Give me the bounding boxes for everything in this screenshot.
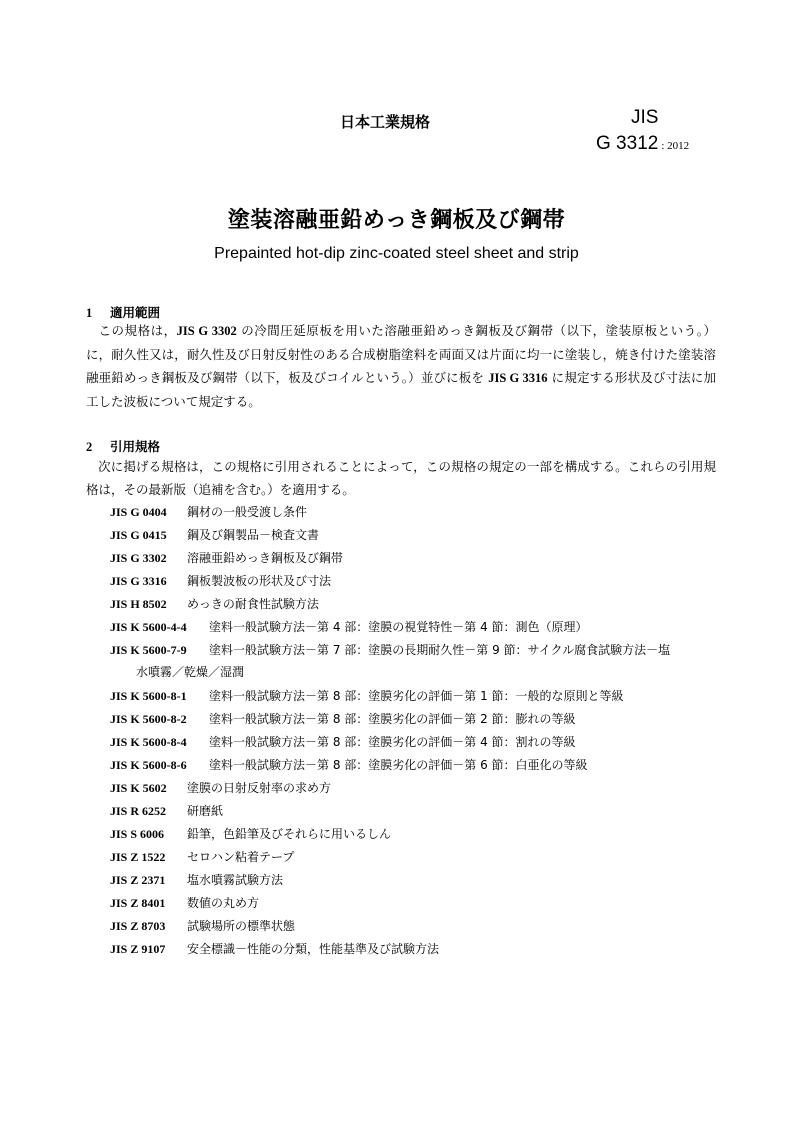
reference-code: JIS Z 2371 <box>110 873 166 887</box>
section-1-paragraph <box>86 319 716 413</box>
section-2-paragraph <box>86 455 716 501</box>
paragraph-text: 次に掲げる規格は，この規格に引用されることによって，この規格の規定の一部を構成する。これらの引用規格は，その最新版（追補を含む。）を適用する。 <box>86 459 716 497</box>
reference-item <box>110 780 331 796</box>
reference-title: 塗料一般試験方法－第 8 部：塗膜劣化の評価－第 6 節：白亜化の等級 <box>209 758 588 772</box>
reference-item <box>110 872 283 888</box>
reference-item <box>110 527 319 543</box>
reference-title: セロハン粘着テープ <box>187 850 295 864</box>
reference-item <box>110 596 319 612</box>
reference-item <box>110 734 576 750</box>
reference-title: 溶融亜鉛めっき鋼板及び鋼帯 <box>187 551 343 565</box>
reference-code: JIS H 8502 <box>110 597 167 611</box>
reference-item <box>110 688 624 704</box>
reference-title: 鉛筆，色鉛筆及びそれらに用いるしん <box>187 827 392 841</box>
reference-item <box>110 573 331 589</box>
reference-item <box>110 550 343 566</box>
reference-title: 塗膜の日射反射率の求め方 <box>187 781 332 795</box>
reference-item <box>110 849 294 865</box>
section-title: 適用範囲 <box>110 305 161 320</box>
reference-item <box>110 619 588 635</box>
reference-item <box>110 826 391 842</box>
reference-title: 塗料一般試験方法－第 8 部：塗膜劣化の評価－第 2 節：膨れの等級 <box>209 712 576 726</box>
standard-org-label: 日本工業規格 <box>340 113 431 131</box>
standard-year: : 2012 <box>661 140 690 152</box>
reference-code: JIS K 5600-8-1 <box>110 689 187 703</box>
reference-title: めっきの耐食性試験方法 <box>187 597 319 611</box>
reference-title: 研磨紙 <box>187 804 224 818</box>
paragraph-text: に規定する形状及び寸法に加工した波板について規定する。 <box>86 370 716 409</box>
reference-code: JIS G 3316 <box>488 371 548 385</box>
reference-title-continuation: 水噴霧／乾燥／湿潤 <box>136 665 245 679</box>
reference-item <box>110 895 259 911</box>
reference-title: 鋼及び鋼製品－検査文書 <box>187 528 320 542</box>
reference-item <box>110 941 439 957</box>
reference-code: JIS S 6006 <box>110 827 165 841</box>
title-english: Prepainted hot-dip zinc-coated steel sheet and strip <box>214 245 579 262</box>
paragraph-text: の冷間圧延原板を用いた溶融亜鉛めっき鋼板及び鋼帯（以下，塗装原板という。）に，耐久性又は，耐久性及び日射反射性のある合成樹脂塗料を両面又は片面に均一に塗装し，焼き付けた塗装溶融亜鉛めっき鋼板及び鋼帯（以下，板及びコイルという。）並びに板を <box>86 323 716 385</box>
standard-number <box>596 133 689 155</box>
reference-code: JIS G 3302 <box>110 551 167 565</box>
reference-title: 塩水噴霧試験方法 <box>187 873 284 887</box>
reference-code: JIS K 5600-8-6 <box>110 758 187 772</box>
title-japanese: 塗装溶融亜鉛めっき鋼板及び鋼帯 <box>227 208 566 233</box>
reference-title: 塗料一般試験方法－第 4 部：塗膜の視覚特性－第 4 節：測色（原理） <box>209 620 588 634</box>
section-2-heading <box>86 437 160 455</box>
reference-item <box>110 918 295 934</box>
reference-code: JIS G 0415 <box>110 528 167 542</box>
reference-code: JIS Z 8703 <box>110 919 166 933</box>
reference-code: JIS K 5600-8-2 <box>110 712 187 726</box>
reference-code: JIS Z 8401 <box>110 896 166 910</box>
reference-code: JIS K 5602 <box>110 781 167 795</box>
reference-code: JIS Z 1522 <box>110 850 166 864</box>
jis-label: JIS <box>631 107 659 128</box>
reference-item <box>110 803 223 819</box>
reference-code: JIS K 5600-4-4 <box>110 620 187 634</box>
reference-code: JIS G 0404 <box>110 505 167 519</box>
reference-item <box>110 711 576 727</box>
reference-title: 数値の丸め方 <box>187 896 260 910</box>
reference-title: 塗料一般試験方法－第 8 部：塗膜劣化の評価－第 4 節：割れの等級 <box>209 735 576 749</box>
reference-title: 塗料一般試験方法－第 7 部：塗膜の長期耐久性－第 9 節：サイクル腐食試験方法－塩 <box>209 643 671 657</box>
reference-code: JIS R 6252 <box>110 804 167 818</box>
reference-code: JIS G 3316 <box>110 574 167 588</box>
reference-title: 鋼材の一般受渡し条件 <box>187 505 308 519</box>
reference-code: JIS Z 9107 <box>110 942 166 956</box>
reference-title: 塗料一般試験方法－第 8 部：塗膜劣化の評価－第 1 節：一般的な原則と等級 <box>209 689 624 703</box>
reference-title: 安全標識－性能の分類，性能基準及び試験方法 <box>187 942 440 956</box>
standard-code: G 3312 <box>596 133 659 154</box>
reference-title: 鋼板製波板の形状及び寸法 <box>187 574 332 588</box>
reference-code: JIS K 5600-7-9 <box>110 643 187 657</box>
reference-item <box>110 757 588 773</box>
section-number: 1 <box>86 306 93 320</box>
section-title: 引用規格 <box>110 439 161 454</box>
section-number: 2 <box>86 440 93 454</box>
reference-code: JIS G 3302 <box>176 324 237 338</box>
reference-item <box>110 642 670 680</box>
reference-code: JIS K 5600-8-4 <box>110 735 187 749</box>
paragraph-text: この規格は， <box>98 323 177 338</box>
reference-title: 試験場所の標準状態 <box>187 919 296 933</box>
reference-item <box>110 504 307 520</box>
